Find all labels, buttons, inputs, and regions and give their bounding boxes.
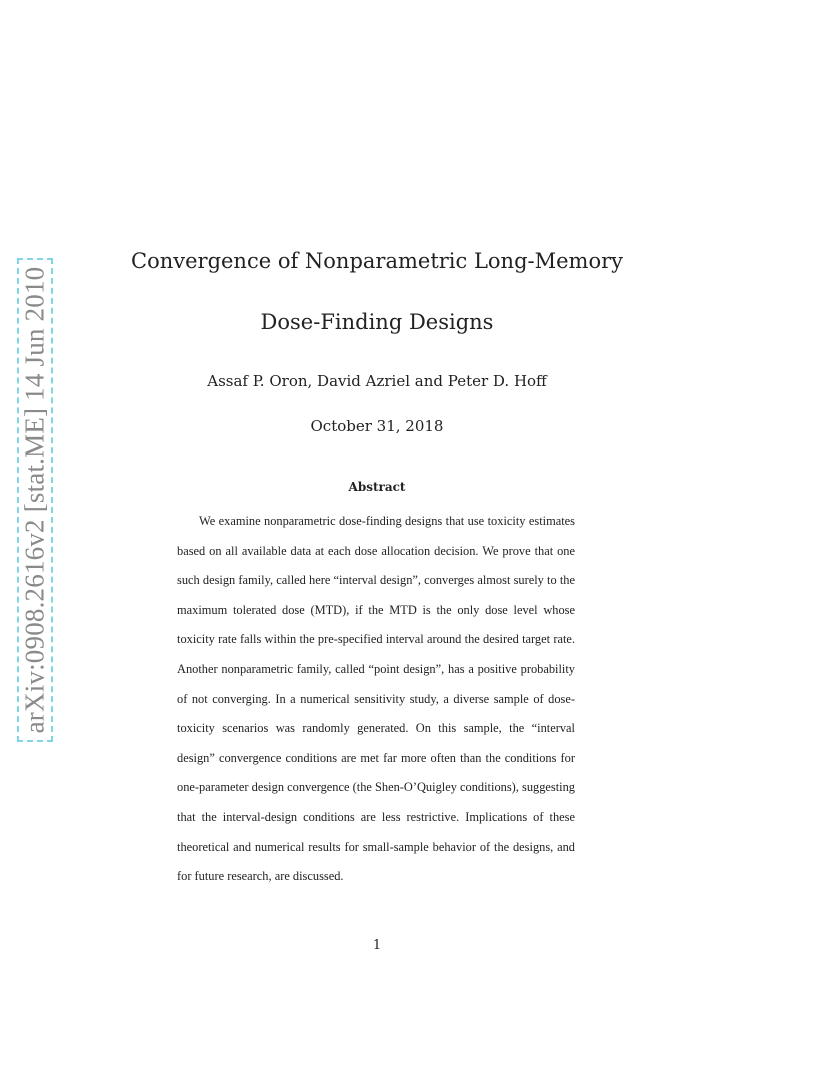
abstract-heading: Abstract [348, 480, 406, 494]
page-number: 1 [372, 938, 382, 953]
paper-authors: Assaf P. Oron, David Azriel and Peter D. Hoff [207, 372, 547, 390]
paper-title-line-1: Convergence of Nonparametric Long-Memory [131, 249, 623, 273]
paper-title-line-2: Dose-Finding Designs [260, 310, 494, 334]
paper-date: October 31, 2018 [310, 417, 444, 435]
arxiv-identifier: arXiv:0908.2616v2 [stat.ME] 14 Jun 2010 [19, 266, 50, 734]
abstract-body: We examine nonparametric dose-finding designs that use toxicity estimates based on all available data at each dose allocation decision. We prove that one such design family, called here “interval design”, converges almost surely to the maximum tolerated dose (MTD), if the MTD is the only dose level whose toxicity rate falls within the pre-specified interval around the desired target rate. Another nonparametric family, called “point design”, has a positive probability of not converging. In a numerical sensitivity study, a diverse sample of dose-toxicity scenarios was randomly generated. On this sample, the “interval design” convergence conditions are met far more often than the conditions for one-parameter design convergence (the Shen-O’Quigley conditions), suggesting that the interval-design conditions are less restrictive. Implications of these theoretical and numerical results for small-sample behavior of the designs, and for future research, are discussed. [177, 514, 575, 884]
